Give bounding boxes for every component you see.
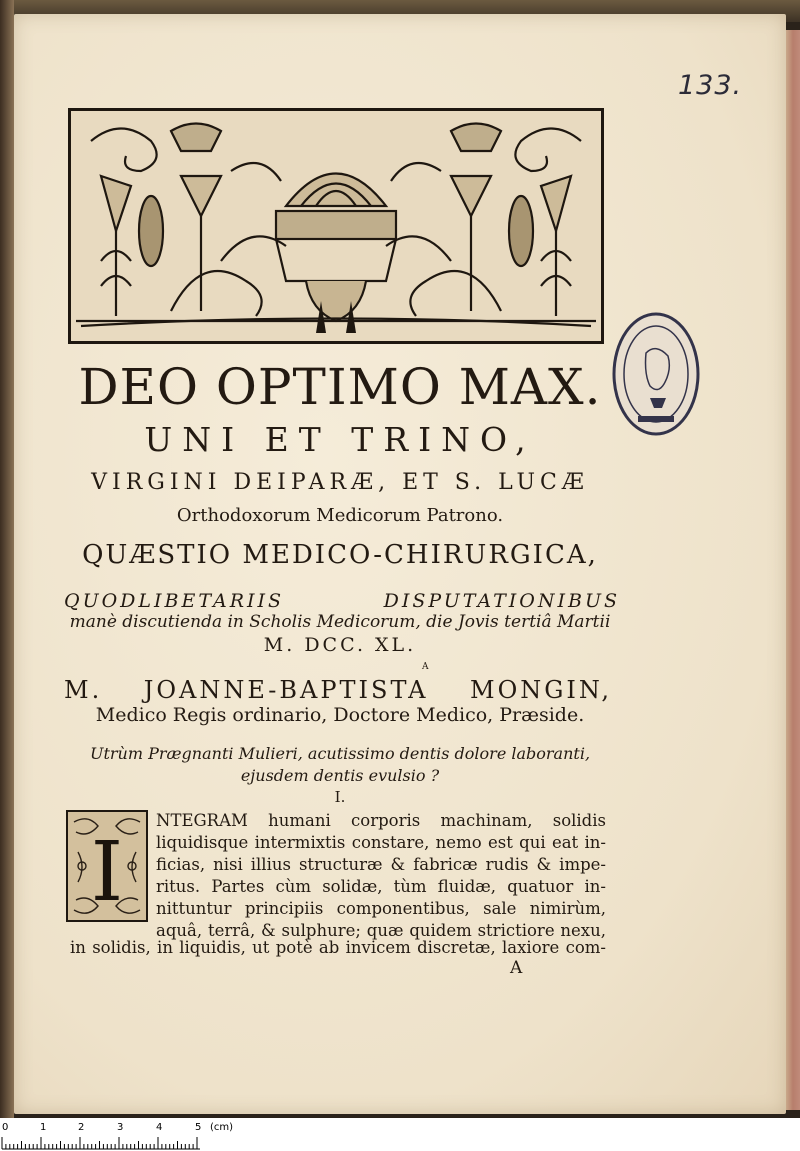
decorated-initial <box>66 810 148 922</box>
ruler-label: 4 <box>156 1122 163 1133</box>
page-gutter <box>0 0 14 1118</box>
ornamental-headpiece <box>68 108 604 344</box>
page-edge <box>786 30 800 1110</box>
page-number: 133. <box>678 70 743 101</box>
dedication-line-2: UNI ET TRINO, <box>144 420 536 459</box>
body-line: ficias, nisi illius structuræ & fabricæ rudis & impe- <box>156 855 606 874</box>
question-line-2: ejusdem dentis evulsio ? <box>240 766 440 785</box>
ruler-label: 3 <box>117 1122 124 1133</box>
section-number: I. <box>334 788 346 806</box>
year-line: M. DCC. XL. <box>263 634 417 656</box>
accent-mark: A <box>422 662 429 672</box>
dedication-line-3: VIRGINI DEIPARÆ, ET S. LUCÆ <box>91 470 589 495</box>
ruler-label: 2 <box>78 1122 85 1133</box>
ruler-label: 5 <box>195 1122 202 1133</box>
drop-cap-letter: I <box>90 825 124 920</box>
signature-mark: A <box>510 958 523 978</box>
body-line: ritus. Partes cùm solidæ, tùm fluidæ, quatuor in- <box>156 877 606 896</box>
dedication-line-1: DEO OPTIMO MAX. <box>78 358 602 416</box>
library-stamp <box>610 308 702 440</box>
body-line: liquidisque intermixtis constare, nemo est qui eat in- <box>156 833 606 852</box>
body-line: NTEGRAM humani corporis machinam, solidis <box>156 811 606 830</box>
ruler-label: 1 <box>40 1122 47 1133</box>
praeses-role: Medico Regis ordinario, Doctore Medico, Præside. <box>95 704 585 726</box>
ruler-label: 0 <box>2 1122 9 1133</box>
ruler-unit: (cm) <box>210 1122 234 1133</box>
praeses-name: M. JOANNE-BAPTISTA MONGIN, <box>64 676 612 704</box>
scale-ruler <box>0 1118 800 1151</box>
disputation-detail: manè discutienda in Scholis Medicorum, die Jovis tertiâ Martii <box>69 612 611 632</box>
disputation-heading: QUODLIBETARIIS DISPUTATIONIBUS <box>64 590 620 612</box>
body-line: nittuntur principiis componentibus, sale nimirùm, <box>156 899 606 918</box>
question-title: QUÆSTIO MEDICO-CHIRURGICA, <box>82 540 598 570</box>
body-line: in solidis, in liquidis, ut potè ab invicem discretæ, laxiore com- <box>70 938 606 957</box>
body-line: aquâ, terrâ, & sulphure; quæ quidem strictiore nexu, <box>156 921 606 940</box>
question-line-1: Utrùm Prægnanti Mulieri, acutissimo dentis dolore laboranti, <box>89 744 591 763</box>
dedication-line-4: Orthodoxorum Medicorum Patrono. <box>176 505 504 526</box>
ruler-ticks <box>0 1134 205 1150</box>
